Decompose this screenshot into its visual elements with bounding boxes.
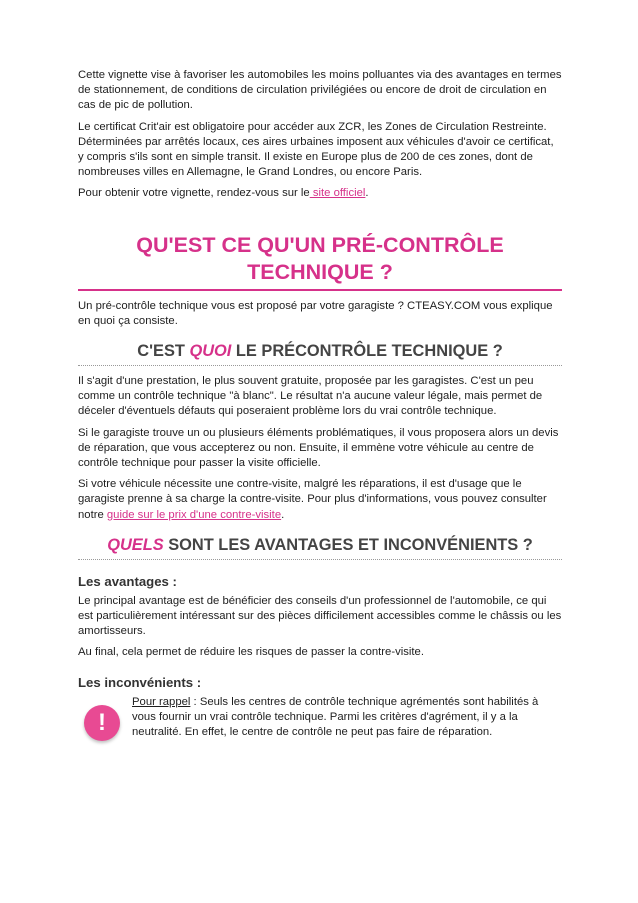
section-what-paragraph-3 bbox=[78, 477, 562, 523]
section-what-heading-end: LE PRÉCONTRÔLE TECHNIQUE ? bbox=[231, 342, 503, 361]
pros-paragraph-1: Le principal avantage est de bénéficier des conseils d'un professionnel de l'automobile, ce qui est particulièrement intéressant sur des pièces difficilement accessibles comme le châssis ou les amortisseurs. bbox=[78, 594, 562, 638]
section-what-paragraph-3-text: Si votre véhicule nécessite une contre-visite, malgré les réparations, il est d'usage que le garagiste prenne à sa charge la contre-visite. Pour plus d'informations, vous pouvez consulter notre bbox=[78, 478, 547, 521]
crit-air-paragraph-3-text: Pour obtenir votre vignette, rendez-vous sur le bbox=[78, 187, 310, 200]
crit-air-paragraph-3 bbox=[78, 186, 562, 201]
reminder-note-text: : Seuls les centres de contrôle technique agrémentés sont habilités à vous fournir un vrai contrôle technique. Parmi les critères d'agrément, il y a la neutralité. En effet, le centre de contrôle ne peut pas faire de réparation. bbox=[132, 695, 539, 739]
official-site-link[interactable]: site officiel bbox=[309, 187, 366, 200]
reminder-link[interactable]: Pour rappel bbox=[132, 695, 191, 708]
section-pros-cons-heading-end: SONT LES AVANTAGES ET INCONVÉNIENTS ? bbox=[163, 535, 533, 554]
section-what-paragraph-3-end: . bbox=[281, 508, 285, 521]
pros-heading: Les avantages : bbox=[78, 573, 177, 589]
main-heading: QU'EST CE QU'UN PRÉ-CONTRÔLE TECHNIQUE ? bbox=[78, 232, 562, 291]
pros-paragraph-2: Au final, cela permet de réduire les risques de passer la contre-visite. bbox=[78, 646, 424, 659]
section-pros-cons-heading-accent: QUELS bbox=[107, 535, 164, 554]
reminder-note-paragraph bbox=[132, 695, 562, 741]
cons-heading: Les inconvénients : bbox=[78, 674, 202, 690]
section-what-heading-start: C'EST bbox=[137, 342, 190, 361]
crit-air-paragraph-3-end: . bbox=[365, 187, 369, 200]
section-what-heading-accent: QUOI bbox=[189, 342, 232, 361]
main-intro: Un pré-contrôle technique vous est proposé par votre garagiste ? CTEASY.COM vous explique en quoi ça consiste. bbox=[78, 299, 553, 327]
reminder-note-body bbox=[132, 695, 562, 741]
section-what-paragraph-2: Si le garagiste trouve un ou plusieurs éléments problématiques, il vous proposera alors un devis de réparation, que vous accepterez ou non. Ensuite, il emmène votre véhicule au centre de contrôle technique pour passer la visite officielle. bbox=[78, 426, 559, 470]
crit-air-paragraph-1: Cette vignette vise à favoriser les automobiles les moins polluantes via des avantages en termes de stationnement, de conditions de circulation privilégiées ou encore de droit de circulation en cas de pic de pollution. bbox=[78, 69, 562, 112]
section-what-paragraph-1: Il s'agit d'une prestation, le plus souvent gratuite, proposée par les garagistes. C'est un peu comme un contrôle technique "à blanc". Le résultat n'a aucune valeur légale, mais permet de déceler d'éventuels défauts qui poseraient problème lors du vrai contrôle technique. bbox=[78, 375, 543, 418]
section-what-heading bbox=[78, 341, 562, 366]
exclamation-icon: ! bbox=[84, 705, 120, 741]
reminder-note bbox=[78, 695, 562, 741]
section-pros-cons-heading bbox=[78, 535, 562, 560]
crit-air-paragraph-2: Le certificat Crit'air est obligatoire pour accéder aux ZCR, les Zones de Circulation Restreinte. Déterminées par arrêtés locaux, ces aires urbaines imposent aux véhicules d'avoir ce certificat, y compris s'ils sont en simple transit. Il existe en Europe plus de 200 de ces zones, dont de nombreuses villes en Allemagne, le Grand Londres, ou encore Paris. bbox=[78, 120, 554, 179]
contre-visite-guide-link[interactable]: guide sur le prix d'une contre-visite bbox=[106, 508, 282, 521]
